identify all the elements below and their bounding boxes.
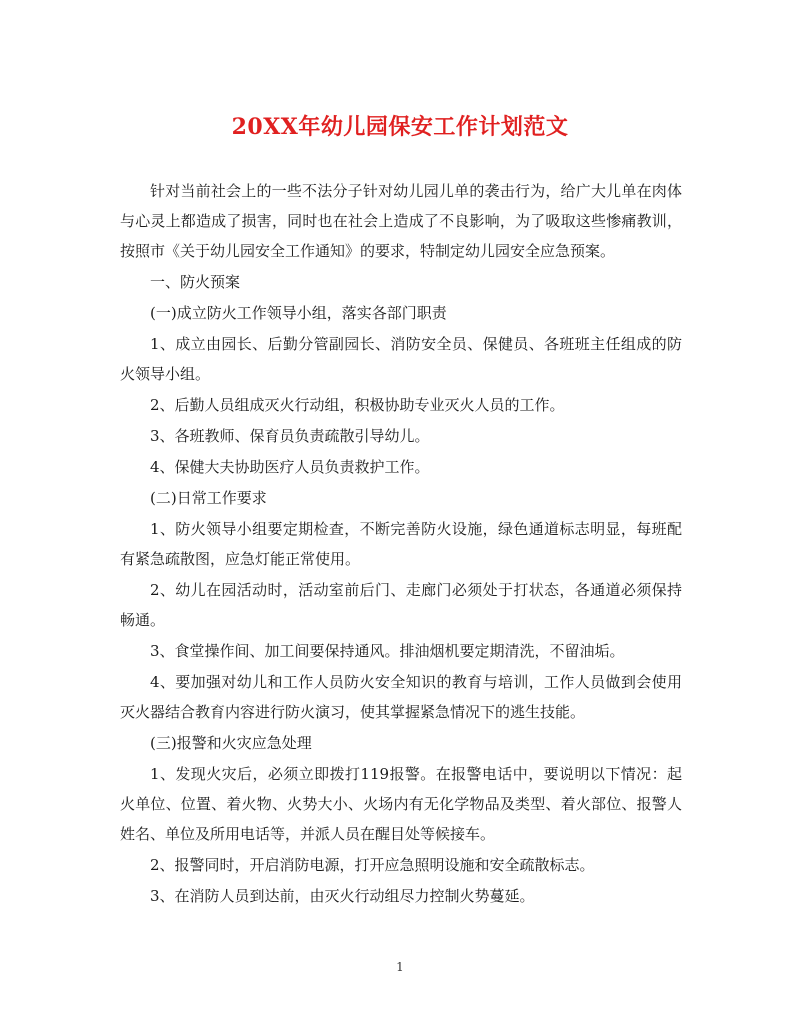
subsection-heading-leadership: (一)成立防火工作领导小组，落实各部门职责: [150, 304, 447, 322]
subsection-heading-alarm-response: (三)报警和火灾应急处理: [150, 734, 312, 752]
paragraph-item: 4、要加强对幼儿和工作人员防火安全知识的教育与培训，工作人员做到会使用灭火器结合教育内容进行防火演习，使其掌握紧急情况下的逃生技能。: [120, 673, 682, 721]
paragraph-item: 1、防火领导小组要定期检查，不断完善防火设施，绿色通道标志明显，每班配有紧急疏散图，应急灯能正常使用。: [120, 520, 682, 568]
paragraph-item: 2、幼儿在园活动时，活动室前后门、走廊门必须处于打状态，各通道必须保持畅通。: [120, 581, 682, 629]
paragraph-item: 1、成立由园长、后勤分管副园长、消防安全员、保健员、各班班主任组成的防火领导小组。: [120, 335, 682, 383]
document-body: [120, 176, 682, 911]
subsection-heading-daily-requirements: (二)日常工作要求: [150, 489, 267, 507]
section-heading-fire-plan: 一、防火预案: [150, 273, 241, 291]
paragraph-item: 4、保健大夫协助医疗人员负责救护工作。: [150, 458, 430, 476]
paragraph-item: 3、各班教师、保育员负责疏散引导幼儿。: [150, 427, 430, 445]
paragraph-intro: 针对当前社会上的一些不法分子针对幼儿园儿单的袭击行为，给广大儿单在肉体与心灵上都造成了损害，同时也在社会上造成了不良影响，为了吸取这些惨痛教训，按照市《关于幼儿园安全工作通知》的要求，特制定幼儿园安全应急预案。: [120, 182, 682, 260]
paragraph-item: 1、发现火灾后，必须立即拨打119报警。在报警电话中，要说明以下情况：起火单位、位置、着火物、火势大小、火场内有无化学物品及类型、着火部位、报警人姓名、单位及所用电话等，并派人员在醒目处等候接车。: [120, 765, 682, 843]
page-number: 1: [396, 960, 404, 974]
paragraph-item: 3、食堂操作间、加工间要保持通风。排油烟机要定期清洗，不留油垢。: [150, 642, 625, 660]
document-title: 20XX年幼儿园保安工作计划范文: [231, 114, 569, 140]
paragraph-item: 2、后勤人员组成灭火行动组，积极协助专业灭火人员的工作。: [150, 396, 565, 414]
paragraph-item: 3、在消防人员到达前，由灭火行动组尽力控制火势蔓延。: [150, 887, 535, 905]
paragraph-item: 2、报警同时，开启消防电源，打开应急照明设施和安全疏散标志。: [150, 856, 595, 874]
